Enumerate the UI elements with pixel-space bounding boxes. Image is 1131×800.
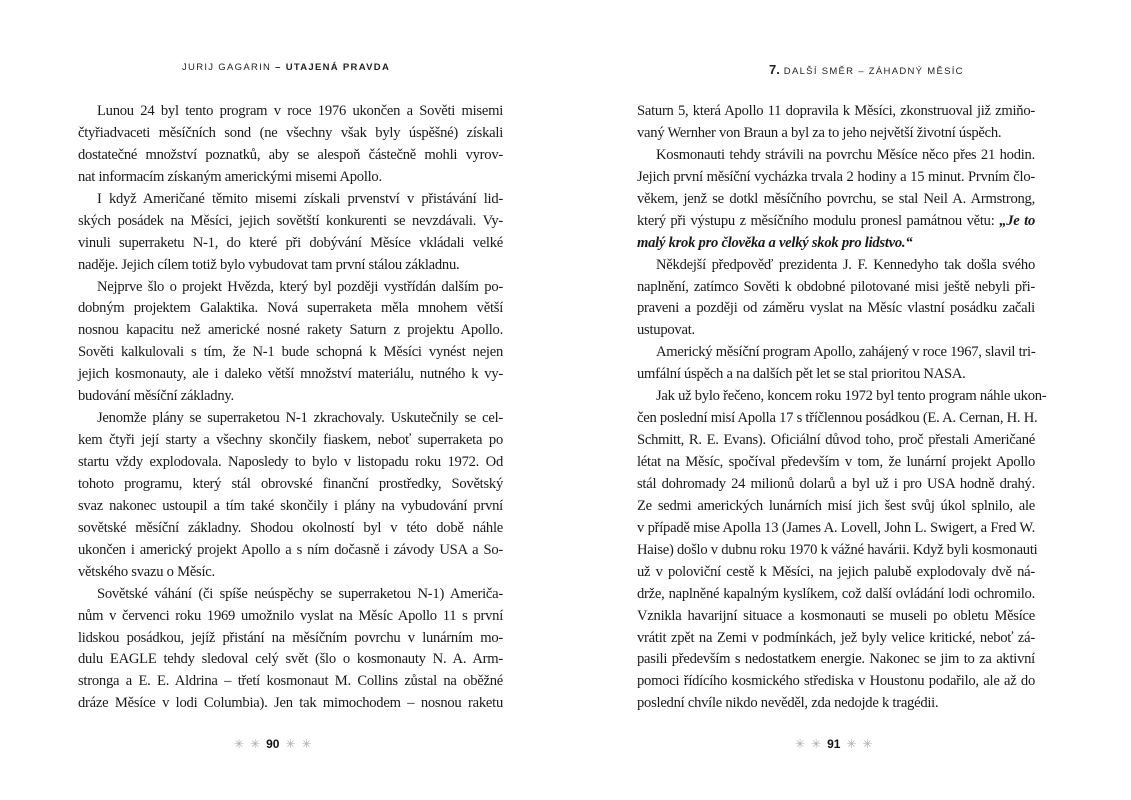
text-line-content: stronga a E. E. Aldrina – třetí kosmonaut M. Collins zůstal na oběžné: [78, 673, 503, 690]
text-line: [637, 320, 1035, 342]
text-line: [78, 189, 503, 211]
text-line: [637, 364, 1035, 386]
text-line-content: vinuli superraketu N-1, do které při dobývání Měsíce vkládali velké: [78, 234, 503, 251]
text-line-content: nosnou kapacitu než americké nosné rakety Saturn z projektu Apollo.: [78, 322, 503, 339]
text-line: [78, 211, 503, 233]
text-line: [637, 693, 1035, 715]
text-line: [78, 233, 503, 255]
text-line: [637, 540, 1038, 562]
star-ornament-icon: ✳: [846, 737, 857, 751]
text-line-content: už v poloviční cestě k Měsíci, na jejich palubě explodovaly dvě ná-: [637, 563, 1035, 580]
text-line-content: dobným projektem Galaktika. Nová superraketa měla mnohem větší: [78, 300, 503, 317]
text-line-content: naděje. Jejich cílem totiž bylo vybudovat tam první stálou základnu.: [78, 256, 460, 273]
text-line: [637, 430, 1035, 452]
text-line: [78, 606, 503, 628]
page-number: 91: [827, 737, 841, 751]
text-line: [78, 584, 503, 606]
text-line-content: věkem, jenž se dotkl měsíčního povrchu, se stal Neil A. Armstrong,: [637, 190, 1035, 207]
text-line: [637, 562, 1035, 584]
text-line: [637, 255, 1035, 277]
text-line: [78, 123, 503, 145]
text-line-content: drže, naplněné kapalným kyslíkem, což další ovládání lodi ochromilo.: [637, 585, 1035, 602]
text-line-content: vaný Wernher von Braun a byl za to jeho největší životní úspěch.: [637, 124, 1002, 141]
text-line: [78, 364, 503, 386]
star-ornament-icon: ✳: [234, 737, 245, 751]
text-line-content: Lunou 24 byl tento program v roce 1976 ukončen a Sověti misemi: [97, 103, 503, 119]
text-line: [637, 649, 1035, 671]
text-line-content: pomoci řídícího kosmického střediska v Houstonu podařilo, ale až do: [637, 673, 1035, 690]
text-line-content: I když Američané těmito misemi získali prvenství v přistávání lid-: [97, 190, 503, 207]
text-line: [637, 518, 1035, 540]
header-book-title: – UTAJENÁ PRAVDA: [275, 62, 391, 73]
chapter-number: 7.: [769, 62, 780, 77]
text-line-content: Saturn 5, která Apollo 11 dopravila k Měsíci, zkonstruoval již zmiňo-: [637, 103, 1035, 119]
text-line-content: nům v červenci roku 1969 umožnilo vyslat na Měsíc Apollo 11 s první: [78, 607, 503, 624]
text-line: [78, 320, 503, 342]
text-line: [637, 474, 1035, 496]
text-line: [637, 386, 1047, 408]
text-line: [637, 101, 1035, 123]
quote-italic: „Je to: [999, 212, 1036, 229]
text-line-content: Schmitt, R. E. Evans). Oficiální důvod toho, proč přestali Američané: [637, 432, 1035, 449]
text-line-content: Sovětské váhání (či spíše neúspěchy se superraketou N-1) Američa-: [97, 585, 503, 602]
text-line: [78, 649, 503, 671]
text-line: [78, 277, 503, 299]
page-footer: [792, 737, 876, 751]
text-line: [78, 342, 503, 364]
text-line: [637, 233, 1035, 255]
text-line: [637, 452, 1035, 474]
text-line: [78, 101, 503, 123]
text-line: [637, 145, 1035, 167]
text-line-content: Jak už bylo řečeno, koncem roku 1972 byl tento program náhle ukon-: [656, 388, 1047, 405]
text-line: [78, 430, 503, 452]
text-line: [637, 211, 1035, 233]
chapter-title: DALŠÍ SMĚR – ZÁHADNÝ MĚSÍC: [783, 66, 964, 77]
text-line-content: ských posádek na Měsíci, jejich sovětští konkurenti se nevzdávali. Vy-: [78, 212, 503, 229]
text-line: [78, 167, 503, 189]
text-line-content: Jenomže plány se superraketou N-1 zkrachovaly. Uskutečnily se cel-: [97, 410, 503, 427]
text-line: [78, 408, 503, 430]
text-line: [78, 386, 503, 408]
text-line: [78, 474, 503, 496]
text-line: [637, 606, 1035, 628]
text-line: [78, 452, 503, 474]
text-line: [78, 496, 503, 518]
text-line-content: jejich kosmonauty, ale i daleko větší množství materiálu, nutného k vy-: [78, 366, 503, 383]
text-line-content: Ze sedmi amerických lunárních misí jich šest svůj úkol splnilo, ale: [637, 497, 1035, 514]
text-line-content: svaz nakonec ustoupil a tím také skončily i plány na vybudování první: [78, 497, 503, 514]
left-page: [0, 0, 565, 800]
text-line: [78, 628, 503, 650]
text-line: [637, 167, 1035, 189]
text-line-content: pasili především s nedostatkem energie. Nakonec se jim to za aktivní: [637, 651, 1035, 668]
page-footer: [231, 737, 315, 751]
text-line: [78, 562, 503, 584]
text-line-content: ustupovat.: [637, 322, 695, 339]
text-line-content: poslední chvíle nikdo nevěděl, zda nedojde k tragédii.: [637, 695, 939, 712]
text-line-content: umfální úspěch a na dalších pět let se stal prioritou NASA.: [637, 366, 966, 383]
text-line-content: Jejich první měsíční vycházka trvala 2 hodiny a 15 minut. Prvním člo-: [637, 168, 1035, 185]
text-line: [78, 255, 503, 277]
text-line-content: startu vždy explodovala. Naposledy to bylo v listopadu roku 1972. Od: [78, 454, 503, 470]
text-line: [637, 342, 1035, 364]
text-line-content: Americký měsíční program Apollo, zahájený v roce 1967, slavil tri-: [656, 344, 1036, 361]
text-line: [637, 496, 1035, 518]
text-line-content: Vznikla havarijní situace a kosmonauti se museli po obletu Měsíce: [637, 607, 1035, 624]
page-number: 90: [266, 737, 280, 751]
text-line: [78, 145, 503, 167]
text-line-content: dostatečné množství poznatků, aby se alespoň částečně mohli vyrov-: [78, 146, 503, 163]
body-text: [637, 101, 1047, 715]
text-line-content: budování měsíční základny.: [78, 388, 234, 405]
text-line-content: čtyřiadvaceti měsíčních sond (ne všechny však byly úspěšné) získali: [78, 124, 503, 141]
text-line: [637, 298, 1035, 320]
text-line-content: vrátit zpět na Zemi v podmínkách, jež byly velice kritické, neboť zá-: [637, 629, 1035, 646]
star-ornament-icon: ✳: [811, 737, 822, 751]
quote-italic: malý krok pro člověka a velký skok pro lidstvo.“: [637, 234, 913, 251]
text-line: [78, 540, 503, 562]
star-ornament-icon: ✳: [250, 737, 261, 751]
text-line-content: nat informacím získaným americkými misemi Apollo.: [78, 168, 382, 185]
text-line-content: větského svazu o Měsíc.: [78, 563, 215, 580]
text-line: [637, 277, 1035, 299]
body-text: [78, 101, 503, 715]
text-line-content: lidskou posádkou, jejíž přistání na měsíčním povrchu v lunárním mo-: [78, 629, 503, 646]
text-line-content: tohoto programu, který stál obrovské finanční prostředky, Sovětský: [78, 475, 503, 492]
text-line: [637, 408, 1038, 430]
text-line-content: čen poslední misí Apolla 17 s tříčlennou posádkou (E. A. Cernan, H. H.: [637, 410, 1038, 427]
text-line-content: Kosmonauti tehdy strávili na povrchu Měsíce něco přes 21 hodin.: [656, 146, 1035, 163]
right-page: [566, 0, 1131, 800]
star-ornament-icon: ✳: [795, 737, 806, 751]
text-line: [78, 298, 503, 320]
text-line-content: Někdejší předpověď prezidenta J. F. Kennedyho tak došla svého: [656, 256, 1035, 273]
text-line-content: stál dohromady 24 milionů dolarů a byl už i pro USA hodně drahý.: [637, 475, 1035, 492]
text-line: [78, 671, 503, 693]
text-line: [637, 628, 1035, 650]
text-line: [637, 584, 1035, 606]
text-line-content: sovětské měsíční základny. Shodou okolností byl v této době náhle: [78, 519, 503, 536]
text-line-content: Sověti kalkulovali s tím, že N-1 bude schopná k Měsíci vynést nejen: [78, 344, 503, 361]
text-line: [637, 671, 1035, 693]
text-line-content: Nejprve šlo o projekt Hvězda, který byl později vystřídán dalším po-: [97, 278, 503, 295]
text-line-content: v případě mise Apolla 13 (James A. Lovell, John L. Swigert, a Fred W.: [637, 519, 1035, 536]
text-line-content: Haise) došlo v dubnu roku 1970 k vážné havárii. Když byli kosmonauti: [637, 541, 1038, 558]
running-header: [769, 62, 964, 77]
text-line: [637, 123, 1035, 145]
star-ornament-icon: ✳: [301, 737, 312, 751]
header-author: JURIJ GAGARIN: [182, 62, 272, 73]
text-line-content: kem čtyři její starty a všechny skončily fiaskem, neboť superraketa po: [78, 432, 503, 449]
text-line-content: dulu EAGLE tehdy sledoval celý svět (šlo o kosmonauty N. A. Arm-: [78, 651, 503, 668]
text-line: [637, 189, 1035, 211]
text-line-content: praveni a později od záměru vyslat na Měsíc vlastní posádku začali: [637, 300, 1035, 317]
text-line-content: naplnění, zatímco Sověti k obdobné pilotované misi ještě nebyli při-: [637, 278, 1035, 295]
running-header: [182, 62, 390, 73]
text-line-content: ukončen i americký projekt Apollo a s ním dočasně i závody USA a So-: [78, 541, 503, 558]
text-line: [78, 518, 503, 540]
text-line-content: který při výstupu z měsíčního modulu pronesl památnou větu:: [637, 212, 1000, 229]
text-line-content: dráze Měsíce v lodi Columbia). Jen tak mimochodem – nosnou raketu: [78, 695, 503, 712]
star-ornament-icon: ✳: [285, 737, 296, 751]
text-line: [78, 693, 503, 715]
text-line-content: létat na Měsíc, spočíval především v tom, že lunární projekt Apollo: [637, 454, 1035, 470]
star-ornament-icon: ✳: [862, 737, 873, 751]
